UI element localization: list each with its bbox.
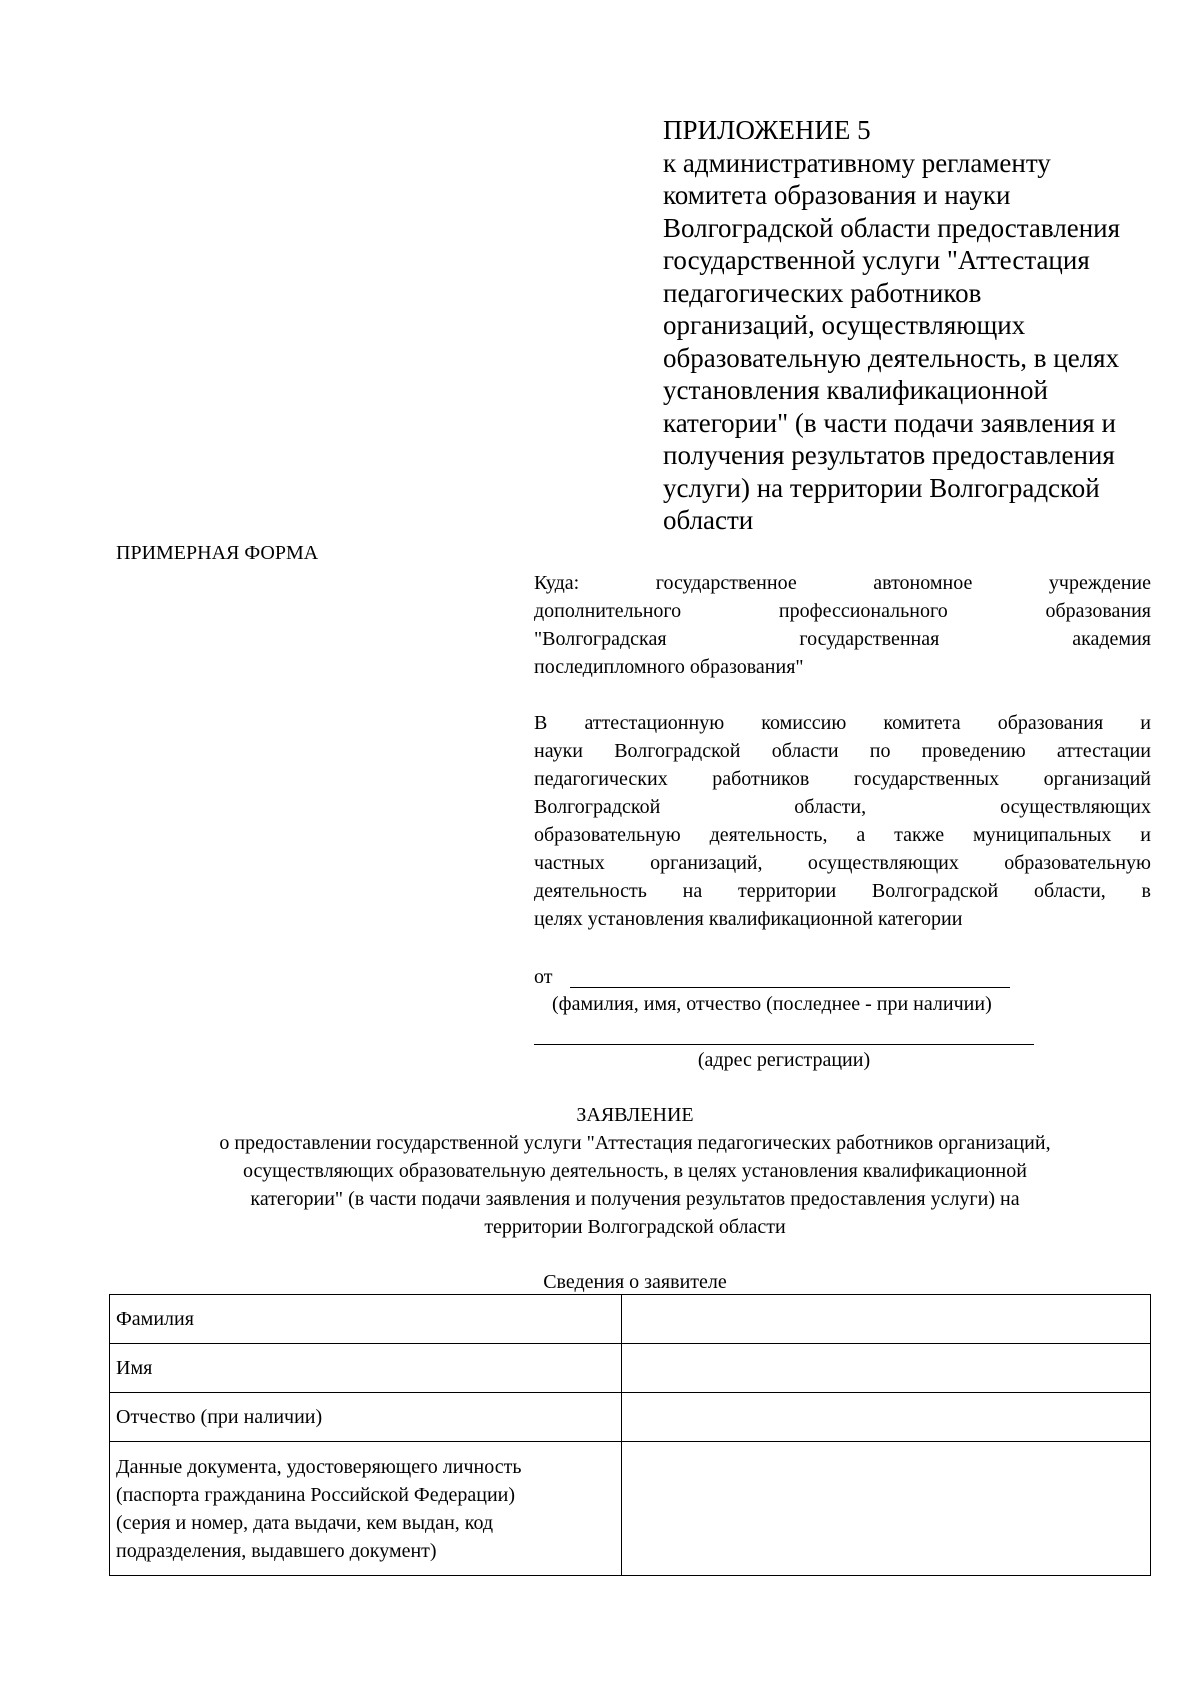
patronymic-label: Отчество (при наличии) — [110, 1393, 622, 1442]
appendix-line: получения результатов предоставления — [663, 440, 1115, 470]
appendix-line: образовательную деятельность, в целях — [663, 342, 1120, 373]
identity-document-label-line: (паспорта гражданина Российской Федерации) — [116, 1483, 516, 1506]
identity-document-label-line: (серия и номер, дата выдачи, кем выдан, код — [116, 1511, 494, 1534]
appendix-header — [663, 114, 1163, 537]
patronymic-field[interactable] — [622, 1393, 1151, 1442]
identity-document-label — [110, 1442, 622, 1576]
recipient-line: "Волгоградская государственная академия — [534, 628, 1151, 650]
recipient-organization — [534, 569, 1151, 681]
address-input-line[interactable] — [534, 1044, 1034, 1045]
statement-subtitle-line: осуществляющих образовательную деятельность, в целях установления квалификационной — [243, 1160, 1027, 1182]
commission-line: деятельность на территории Волгоградской области, в — [534, 880, 1151, 902]
commission-line: образовательную деятельность, а также муниципальных и — [534, 824, 1151, 846]
address-caption: (адрес регистрации) — [697, 1049, 871, 1071]
commission-line: частных организаций, осуществляющих образовательную — [534, 852, 1151, 874]
full-name-caption: (фамилия, имя, отчество (последнее - при наличии) — [552, 993, 992, 1015]
statement-title: ЗАЯВЛЕНИЕ — [576, 1104, 694, 1126]
appendix-line: к административному регламенту — [663, 147, 1051, 178]
commission-line: науки Волгоградской области по проведению аттестации — [534, 740, 1151, 762]
full-name-input-line[interactable] — [570, 987, 1010, 988]
table-row — [110, 1442, 1151, 1576]
identity-document-label-line: подразделения, выдавшего документ) — [116, 1539, 437, 1562]
appendix-line: области — [663, 505, 754, 535]
identity-document-label-line: Данные документа, удостоверяющего личность — [116, 1455, 522, 1478]
first-name-label: Имя — [110, 1344, 622, 1393]
from-field-row — [534, 963, 1034, 991]
table-row — [110, 1344, 1151, 1393]
sample-form-label: ПРИМЕРНАЯ ФОРМА — [116, 542, 319, 564]
table-row — [110, 1393, 1151, 1442]
statement-subtitle-line: о предоставлении государственной услуги "Аттестация педагогических работников организаций, — [219, 1132, 1051, 1154]
commission-line: педагогических работников государственных организаций — [534, 768, 1151, 790]
statement-heading — [100, 1101, 1170, 1241]
from-label: от — [534, 966, 553, 988]
commission-line: Волгоградской области, осуществляющих — [534, 796, 1151, 818]
surname-field[interactable] — [622, 1295, 1151, 1344]
recipient-line: дополнительного профессионального образования — [534, 600, 1151, 622]
appendix-line: услуги) на территории Волгоградской — [663, 472, 1100, 503]
appendix-line: педагогических работников — [663, 277, 982, 308]
appendix-line: государственной услуги "Аттестация — [663, 245, 1090, 275]
appendix-line: категории" (в части подачи заявления и — [663, 407, 1116, 438]
applicant-table-caption: Сведения о заявителе — [543, 1271, 727, 1293]
surname-label: Фамилия — [110, 1295, 622, 1344]
identity-document-field[interactable] — [622, 1442, 1151, 1576]
table-row — [110, 1295, 1151, 1344]
commission-line: В аттестационную комиссию комитета образования и — [534, 712, 1151, 734]
appendix-title: ПРИЛОЖЕНИЕ 5 — [663, 115, 871, 145]
first-name-field[interactable] — [622, 1344, 1151, 1393]
appendix-line: организаций, осуществляющих — [663, 310, 1026, 340]
appendix-line: Волгоградской области предоставления — [663, 212, 1121, 243]
appendix-line: комитета образования и науки — [663, 180, 1011, 210]
applicant-info-table — [109, 1294, 1151, 1576]
statement-subtitle-line: территории Волгоградской области — [484, 1216, 786, 1238]
commission-line: целях установления квалификационной категории — [534, 908, 963, 930]
appendix-line: установления квалификационной — [663, 375, 1049, 405]
recipient-line: последипломного образования" — [534, 656, 804, 678]
statement-subtitle-line: категории" (в части подачи заявления и получения результатов предоставления услуги) на — [250, 1188, 1020, 1210]
addressee-block — [534, 569, 1151, 933]
recipient-line: Куда: государственное автономное учреждение — [534, 572, 1151, 594]
commission-address — [534, 709, 1151, 933]
